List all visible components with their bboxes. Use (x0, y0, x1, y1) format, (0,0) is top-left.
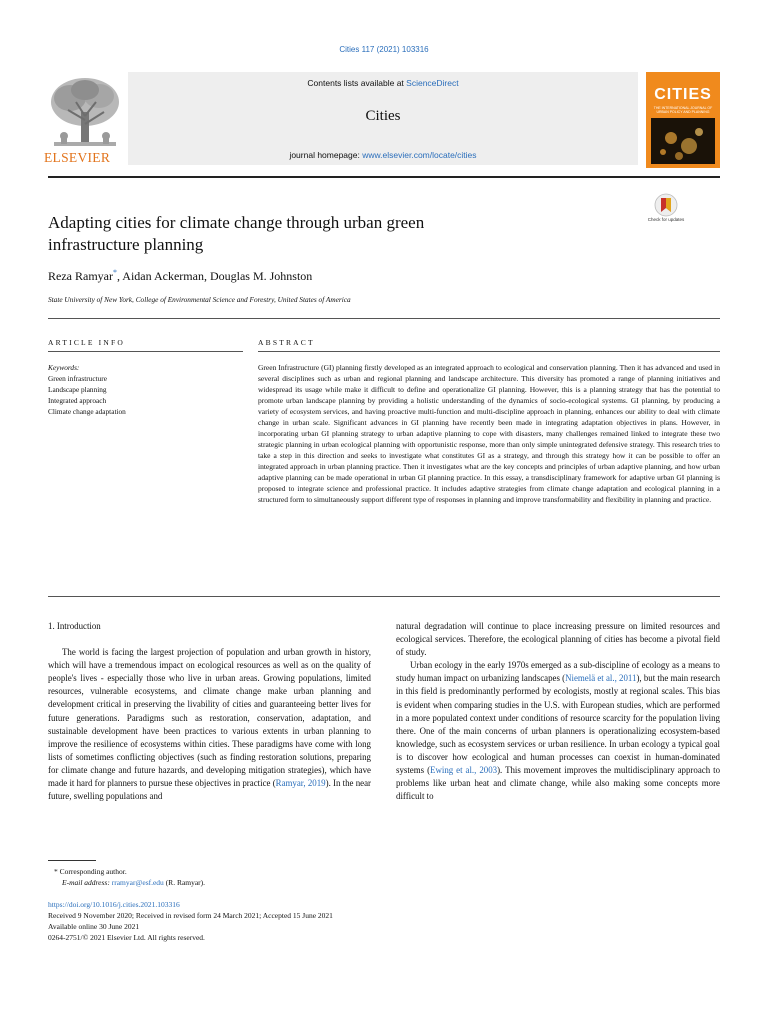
paragraph-text: ). In the near future, swelling populations and (48, 778, 371, 802)
paragraph-text: ). This movement improves the multidisciplinary approach to problems like urban heat and climate change, while also making some concepts more difficult to (396, 765, 721, 802)
body-column-left (48, 620, 371, 803)
citation-link[interactable]: Ewing et al., 2003 (430, 765, 498, 776)
journal-reference[interactable]: Cities 117 (2021) 103316 (339, 45, 429, 54)
contents-line (128, 78, 638, 88)
citation-link[interactable]: Niemelä et al., 2011 (565, 673, 637, 684)
paragraph-text: ), but the main research in this field is predominantly performed by ecologists, mostly at regional scales. This bias is evident when comparing studies in the U.S. with European studies, which are performed in a more populated context under conditions of resource scarcity for the population living there. One of the main concerns of urban planners is operationalizing ecosystem-based knowledge, such as ecosystem services or urban resilience. In urban ecology a typical goal is to discover how ecological and human processes can coexist in human-dominated systems ( (396, 673, 721, 776)
keywords-block (48, 362, 243, 417)
article-info-rule (48, 351, 243, 352)
keyword-item: Landscape planning (48, 385, 107, 394)
check-for-updates-badge[interactable] (646, 193, 686, 233)
available-online: Available online 30 June 2021 (48, 922, 140, 931)
article-info-heading: ARTICLE INFO (48, 338, 125, 347)
homepage-prefix: journal homepage: (289, 150, 363, 160)
affiliation-rule (48, 318, 720, 319)
sciencedirect-link[interactable]: ScienceDirect (406, 78, 459, 88)
cover-title: CITIES (654, 86, 712, 103)
copyright: 0264-2751/© 2021 Elsevier Ltd. All rights reserved. (48, 933, 205, 942)
contents-prefix: Contents lists available at (307, 78, 407, 88)
body-paragraph (48, 646, 371, 803)
keyword-item: Integrated approach (48, 396, 107, 405)
email-note (48, 877, 720, 888)
affiliation: State University of New York, College of Environmental Science and Forestry, United States of America (48, 295, 351, 304)
title-line-1: Adapting cities for climate change through urban green (48, 213, 425, 232)
section-heading-introduction: 1. Introduction (48, 621, 101, 631)
paragraph-text: The world is facing the largest projection of population and urban growth in history, which will have a tremendous impact on ecological resources as well as on the quality of people's lives - especially those who live in urban areas. Growing populations, limited resources, vulnerable ecosystems, and climate change make urban planning and development critical in preserving the livability of cities and guaranteeing better lives for future generations. Paradigms such as restoration, conservation, adaptation, and sustainable development have been practices to various extents in urban planning to improve the resilience of ecosystems within cities. These paradigms have come with long lists of sometimes conflicting objectives (such as finding restoration solutions, preparing for climate change and future hazards, and developing mitigation strategies), which have made it hard for planners to pursue these objectives in practice ( (48, 647, 371, 789)
received-dates: Received 9 November 2020; Received in revised form 24 March 2021; Accepted 15 June 2021 (48, 911, 333, 920)
bookmark-icon (646, 193, 686, 217)
title-line-2: infrastructure planning (48, 235, 204, 254)
footnote-rule (48, 860, 96, 861)
author-name[interactable]: Reza Ramyar (48, 269, 113, 283)
body-paragraph (396, 659, 720, 803)
journal-name: Cities (365, 108, 401, 124)
footnote-mark: * (54, 867, 58, 876)
journal-cover-image[interactable] (646, 72, 720, 168)
author-list (48, 268, 312, 284)
footnote-text: Corresponding author. (59, 867, 127, 876)
doi-link[interactable]: https://doi.org/10.1016/j.cities.2021.103316 (48, 900, 180, 909)
check-updates-label: Check for updates (647, 217, 685, 222)
homepage-line (128, 150, 638, 160)
abstract-text: Green Infrastructure (GI) planning firstly developed as an integrated approach to ecological and conservation planning. Then it has advanced and used in several disciplines such as urban and regional planning and landscape architecture. This diversity has promoted a range of planning initiatives and widespread its usage while make it difficult to define and operationalize GI planning. However, this is a planning strategy that has the potential to promote urban landscape planning by providing a holistic understanding of the dynamics of socio-ecological systems. GI planning, by producing a variety of ecosystem services, and having proactive multi-function and multi-discipline approach in planning, enhances our ability to deal with climate change in urban scale. Significant advances in GI planning have recently been made in integrating adaptation objectives in plans. However, in incorporating urban GI planning strategy to urban adaptive planning to cope with disasters, many challenges remained linked to integrate these two strategic planning in urban ecological planning with opportunistic response, more than only simple unintegrated defensive strategy. This research tries to take a step in this direction and seeks to investigate what constitutes GI as a strategy, and through this strategy how it can be possible to offer an integrated approach in urban planning practice. Then it investigates what are the key concepts and principles of urban adaptive planning, and how urban adaptive planning can be made operational in urban GI planning practice. In this essay, a transdisciplinary framework for adaptive urban GI planning is proposed to integrate science and professional practice. It includes adaptive strategies from climate change adaptation and ecological planning in a structured form to simultaneously support different type of responses in planning and improve transformability and flexibility in planning and practice. (258, 363, 720, 504)
email-label: E-mail address: (62, 878, 112, 887)
elsevier-wordmark: ELSEVIER (44, 150, 111, 165)
paragraph-text: Urban ecology in the early 1970s emerged as a sub-discipline of ecology as a means to study human impact on urbanizing landscapes ( (396, 660, 720, 684)
footnotes (48, 866, 720, 888)
keyword-item: Green infrastructure (48, 374, 107, 383)
publication-info (48, 899, 720, 943)
header-rule (48, 176, 720, 178)
corresponding-author-note (48, 866, 720, 877)
citation-link[interactable]: Ramyar, 2019 (275, 778, 326, 789)
abstract-rule (258, 351, 720, 352)
article-title (48, 212, 628, 256)
keyword-item: Climate change adaptation (48, 407, 126, 416)
co-authors: , Aidan Ackerman, Douglas M. Johnston (116, 269, 313, 283)
cover-subtitle: THE INTERNATIONAL JOURNAL OF URBAN POLICY AND PLANNING (653, 106, 713, 114)
body-paragraph: natural degradation will continue to place increasing pressure on limited resources and ecological services. Therefore, the ecological planning of cities has become a pivotal field of study. (396, 621, 720, 658)
keywords-label: Keywords: (48, 363, 80, 372)
email-link[interactable]: rramyar@esf.edu (111, 878, 164, 887)
homepage-link[interactable]: www.elsevier.com/locate/cities (362, 150, 477, 160)
body-column-right (396, 620, 720, 803)
cover-city-lights-icon (651, 118, 715, 164)
abstract-bottom-rule (48, 596, 720, 597)
abstract-heading: ABSTRACT (258, 338, 315, 347)
corresponding-author-mark[interactable]: * (112, 268, 117, 277)
email-suffix: (R. Ramyar). (163, 878, 206, 887)
